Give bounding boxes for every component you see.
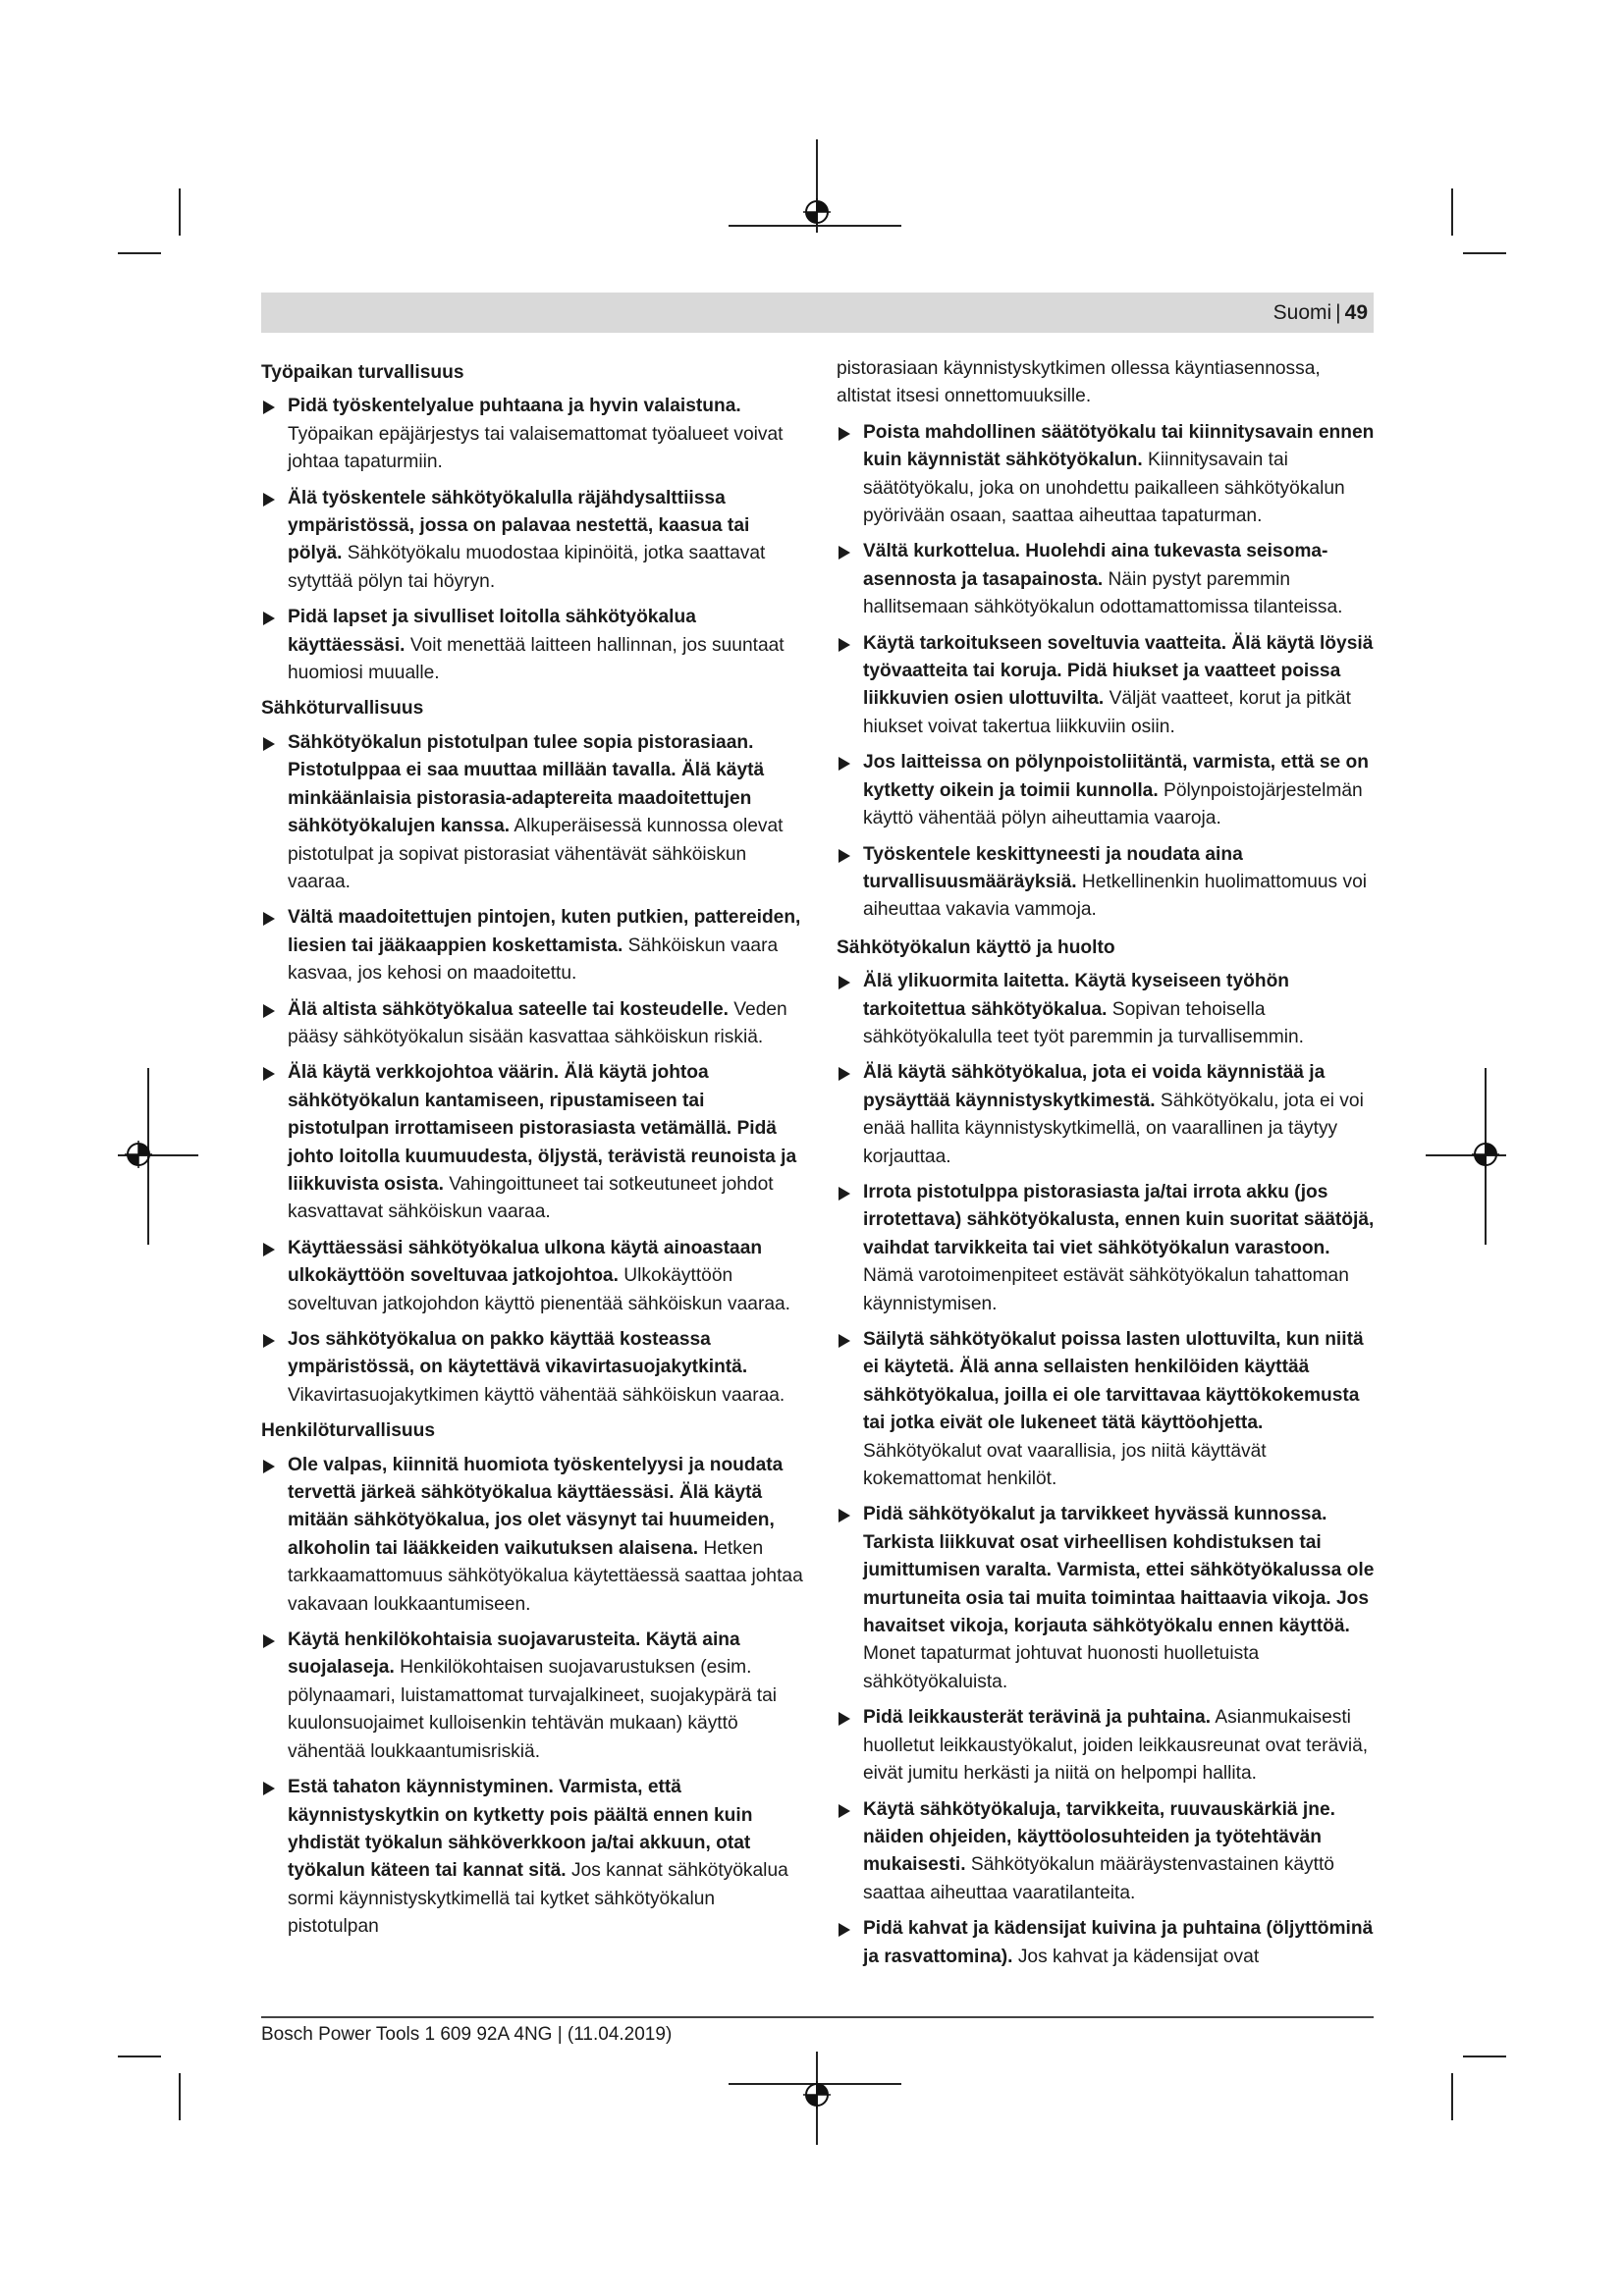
instruction-bold: Jos laitteissa on pölynpoistoliitäntä, varmista, että se on kytketty oikein ja toimii kunnolla. (863, 752, 1369, 801)
instruction-text: Alkuperäisessä kunnossa olevat pistotulpat ja sopivat pistorasiat vähentävät sähköiskun vaaraa. (288, 816, 784, 892)
bullet-triangle-icon (263, 1634, 275, 1648)
safety-item (837, 1796, 1379, 1908)
safety-item (837, 538, 1379, 621)
instruction-bold: Pidä kahvat ja kädensijat kuivina ja puhtaina (öljyttöminä ja rasvattomina). (863, 1918, 1374, 1967)
instruction-text: Jos kahvat ja kädensijat ovat (1012, 1946, 1260, 1967)
crop-mark (179, 188, 181, 236)
safety-item (261, 1774, 803, 1941)
instruction-text: Sähkötyökalut ovat vaarallisia, jos niitä käyttävät kokemattomat henkilöt. (863, 1440, 1267, 1490)
bullet-triangle-icon (263, 1334, 275, 1348)
safety-item (837, 419, 1379, 531)
instruction-text: Näin pystyt paremmin hallitsemaan sähkötyökalun odottamattomissa tilanteissa. (863, 568, 1343, 618)
instruction-bold: Vältä maadoitettujen pintojen, kuten putkien, pattereiden, liesien tai jääkaappien koskettamista. (288, 907, 801, 956)
bullet-triangle-icon (263, 612, 275, 625)
safety-item (261, 904, 803, 988)
safety-item (837, 749, 1379, 832)
bullet-triangle-icon (839, 976, 850, 989)
instruction-text: Väljät vaatteet, korut ja pitkät hiukset voivat takertua liikkuviin osiin. (863, 688, 1351, 737)
instruction-text: Voit menettää laitteen hallinnan, jos suuntaat huomiosi muualle. (288, 634, 785, 684)
safety-item (837, 1326, 1379, 1493)
bullet-triangle-icon (839, 1187, 850, 1201)
instruction-bold: Pidä sähkötyökalut ja tarvikkeet hyvässä kunnossa. Tarkista liikkuvat osat virheellisen kohdistuksen tai jumittumisen varalta. Varmista, ettei sähkötyökalussa ole murtuneita osia tai muita toimintaa haittaavia vikoja. Jos havaitset vikoja, korjauta sähkötyökalu ennen käyttöä. (863, 1504, 1375, 1637)
bullet-triangle-icon (839, 1804, 850, 1818)
crop-mark (118, 2056, 161, 2057)
safety-item (261, 393, 803, 476)
instruction-bold: Älä työskentele sähkötyökalulla räjähdysalttiissa ympäristössä, jossa on palavaa nestettä, kaasua tai pölyä. (288, 487, 750, 564)
page-header (261, 293, 1374, 333)
safety-item (837, 1059, 1379, 1171)
bullet-triangle-icon (263, 912, 275, 926)
header-label (1273, 293, 1374, 333)
crop-mark (1451, 188, 1453, 236)
instruction-text: Vahingoittuneet tai sotkeutuneet johdot kasvattavat sähköiskun vaaraa. (288, 1173, 774, 1223)
safety-item (261, 604, 803, 687)
instruction-bold: Älä ylikuormita laitetta. Käytä kyseiseen työhön tarkoitettua sähkötyökalua. (863, 971, 1290, 1020)
instruction-text: Sopivan tehoisella sähkötyökalulla teet työt paremmin ja turvallisemmin. (863, 998, 1304, 1047)
instruction-bold: Ole valpas, kiinnitä huomiota työskentelyysi ja noudata tervettä järkeä sähkötyökalua käyttäessäsi. Älä käytä mitään sähkötyökalua, jos olet väsynyt tai huumeiden, alkoholin tai lääkkeiden vaikutuksen alaisena. (288, 1454, 784, 1559)
instruction-text: Hetkellinenkin huolimattomuus voi aiheuttaa vakavia vammoja. (863, 871, 1368, 921)
bullet-triangle-icon (839, 427, 850, 441)
safety-item (261, 1235, 803, 1318)
instruction-text: Vikavirtasuojakytkimen käyttö vähentää sähköiskun vaaraa. (288, 1384, 785, 1406)
safety-item (261, 1452, 803, 1619)
section-title: Suomi (1272, 301, 1332, 324)
safety-item (837, 1179, 1379, 1318)
bullet-triangle-icon (839, 849, 850, 863)
bullet-triangle-icon (839, 1334, 850, 1348)
instruction-text: Hetken tarkkaamattomuus sähkötyökalua käytettäessä saattaa johtaa vakavaan loukkaantumiseen. (288, 1537, 803, 1615)
crop-mark (118, 252, 161, 254)
safety-item (261, 1326, 803, 1410)
safety-item (261, 1627, 803, 1766)
instruction-text: Monet tapaturmat johtuvat huonosti huolletuista sähkötyökaluista. (863, 1643, 1260, 1692)
instruction-text: Nämä varotoimenpiteet estävät sähkötyökalun tahattoman käynnistymisen. (863, 1265, 1349, 1314)
bullet-triangle-icon (263, 1460, 275, 1473)
instruction-bold: Pidä lapset ja sivulliset loitolla sähkötyökalua käyttäessäsi. (288, 607, 696, 656)
instruction-bold: Jos sähkötyökalua on pakko käyttää kosteassa ympäristössä, on käytettävä vikavirtasuojakytkintä. (288, 1329, 748, 1378)
safety-item (837, 1915, 1379, 1971)
instruction-text: Jos kannat sähkötyökalua sormi käynnistyskytkimellä tai kytket sähkötyökalun pistotulpan (288, 1860, 788, 1938)
instruction-bold: Säilytä sähkötyökalut poissa lasten ulottuvilta, kun niitä ei käytetä. Älä anna sellaisten henkilöiden käyttää sähkötyökalua, joilla ei ole tarvittavaa käyttökokemusta tai jotka eivät ole lukeneet tätä käyttöohjetta. (863, 1329, 1364, 1434)
instruction-text: Kiinnitysavain tai säätötyökalu, joka on unohdettu paikalleen sähkötyökalun pyörivään osaan, saattaa aiheuttaa tapaturman. (863, 450, 1345, 527)
continued-text: pistorasiaan käynnistyskytkimen ollessa käyntiasennossa, altistat itsesi onnettomuuksille. (837, 358, 1321, 407)
right-column (837, 355, 1379, 1979)
instruction-bold: Käytä sähkötyökaluja, tarvikkeita, ruuvauskärkiä jne. näiden ohjeiden, käyttöolosuhteiden ja työtehtävän mukaisesti. (863, 1798, 1335, 1876)
bullet-triangle-icon (263, 737, 275, 751)
footer-rule (261, 2016, 1374, 2018)
bullet-triangle-icon (839, 757, 850, 771)
crop-mark (179, 2073, 181, 2120)
safety-item (261, 996, 803, 1052)
safety-item (837, 1501, 1379, 1696)
crop-mark (1451, 2073, 1453, 2120)
safety-item (837, 968, 1379, 1051)
bullet-triangle-icon (839, 1712, 850, 1726)
instruction-text: Sähkötyökalu muodostaa kipinöitä, jotka saattavat sytyttää pölyn tai höyryn. (288, 543, 766, 592)
bullet-triangle-icon (263, 1067, 275, 1081)
bullet-triangle-icon (263, 1004, 275, 1018)
safety-item (261, 1059, 803, 1226)
instruction-bold: Käytä henkilökohtaisia suojavarusteita. Käytä aina suojalaseja. (288, 1629, 740, 1679)
safety-item (837, 630, 1379, 742)
instruction-text: Sähköiskun vaara kasvaa, jos kehosi on maadoitettu. (288, 934, 779, 985)
instruction-bold: Käytä tarkoitukseen soveltuvia vaatteita. Älä käytä löysiä työvaatteita tai koruja. Pidä hiukset ja vaatteet poissa liikkuvien osien ulottuvilta. (863, 632, 1374, 710)
registration-mark-icon (125, 1141, 152, 1168)
bullet-triangle-icon (263, 1243, 275, 1256)
instruction-text: Asianmukaisesti huolletut leikkaustyökalut, joiden leikkausreunat ovat teräviä, eivät jumitu herkästi ja niitä on helpompi hallita. (863, 1707, 1369, 1785)
safety-item (261, 729, 803, 896)
bullet-triangle-icon (839, 1067, 850, 1081)
bullet-triangle-icon (839, 1509, 850, 1522)
registration-mark-icon (803, 2081, 831, 2109)
instruction-bold: Sähkötyökalun pistotulpan tulee sopia pistorasiaan. Pistotulppaa ei saa muuttaa millään tavalla. Älä käytä minkäänlaisia pistorasia-adaptereita maadoitettujen sähkötyökalujen kanssa. (288, 731, 765, 837)
instruction-bold: Työskentele keskittyneesti ja noudata aina turvallisuusmääräyksiä. (863, 843, 1243, 892)
instruction-text: Veden pääsy sähkötyökalun sisään kasvattaa sähköiskun riskiä. (288, 998, 787, 1047)
header-separator: | (1335, 301, 1341, 324)
bullet-triangle-icon (263, 400, 275, 414)
registration-mark-icon (1472, 1141, 1499, 1168)
bullet-triangle-icon (839, 1923, 850, 1937)
crop-mark (1463, 252, 1506, 254)
left-column (261, 355, 803, 1949)
instruction-bold: Vältä kurkottelua. Huolehdi aina tukevasta seisoma-asennosta ja tasapainosta. (863, 541, 1328, 590)
safety-item (261, 485, 803, 597)
bullet-triangle-icon (839, 546, 850, 560)
bullet-triangle-icon (263, 493, 275, 507)
section-heading: Sähköturvallisuus (261, 698, 424, 720)
bullet-triangle-icon (263, 1782, 275, 1795)
page-number: 49 (1344, 301, 1368, 324)
instruction-bold: Käyttäessäsi sähkötyökalua ulkona käytä ainoastaan ulkokäyttöön soveltuvaa jatkojohtoa. (288, 1237, 763, 1287)
instruction-bold: Estä tahaton käynnistyminen. Varmista, että käynnistyskytkin on kytketty pois päältä ennen kuin yhdistät työkalun sähköverkkoon ja/tai akkuun, otat työkalun käteen tai kannat sitä. (288, 1777, 753, 1882)
instruction-bold: Pidä leikkausterät terävinä ja puhtaina. (863, 1707, 1212, 1729)
registration-mark-icon (803, 198, 831, 226)
bullet-triangle-icon (839, 638, 850, 652)
instruction-bold: Irrota pistotulppa pistorasiasta ja/tai irrota akku (jos irrotettava) sähkötyökalusta, ennen kuin suoritat säätöjä, vaihdat tarvikkeita tai viet sähkötyökalun varastoon. (863, 1181, 1375, 1258)
safety-item (837, 1704, 1379, 1788)
instruction-text: Henkilökohtaisen suojavarustuksen (esim. pölynaamari, luistamattomat turvajalkineet, suojakypärä tai kuulonsuojaimet kulloisenkin tehtävän mukaan) käyttö vähentää loukkaantumisriskiä. (288, 1657, 778, 1762)
section-heading: Henkilöturvallisuus (261, 1420, 435, 1442)
section-heading: Työpaikan turvallisuus (261, 362, 464, 383)
section-heading: Sähkötyökalun käyttö ja huolto (837, 936, 1115, 958)
instruction-bold: Älä altista sähkötyökalua sateelle tai kosteudelle. (288, 998, 729, 1020)
instruction-text: Sähkötyökalun määräystenvastainen käyttö saattaa aiheuttaa vaaratilanteita. (863, 1854, 1334, 1903)
instruction-text: Pölynpoistojärjestelmän käyttö vähentää pölyn aiheuttamia vaaroja. (863, 779, 1363, 829)
instruction-bold: Älä käytä sähkötyökalua, jota ei voida käynnistää ja pysäyttää käynnistyskytkimestä. (863, 1062, 1326, 1111)
instruction-bold: Pidä työskentelyalue puhtaana ja hyvin valaistuna. (288, 396, 741, 417)
instruction-bold: Poista mahdollinen säätötyökalu tai kiinnitysavain ennen kuin käynnistät sähkötyökalun. (863, 421, 1375, 471)
instruction-text: Työpaikan epäjärjestys tai valaisemattomat työalueet voivat johtaa tapaturmiin. (288, 423, 784, 473)
crop-mark (1463, 2056, 1506, 2057)
instruction-text: Sähkötyökalu, jota ei voi enää hallita käynnistyskytkimellä, on vaarallinen ja täytyy korjauttaa. (863, 1090, 1364, 1167)
footer-text: Bosch Power Tools 1 609 92A 4NG | (11.04.2019) (261, 2024, 673, 2045)
instruction-bold: Älä käytä verkkojohtoa väärin. Älä käytä johtoa sähkötyökalun kantamiseen, ripustamiseen tai pistotulpan irrottamiseen pistorasiasta vetämällä. Pidä johto loitolla kuumuudesta, öljystä, terävistä reunoista ja liikkuvista osista. (288, 1062, 797, 1195)
instruction-text: Ulkokäyttöön soveltuvan jatkojohdon käyttö pienentää sähköiskun vaaraa. (288, 1265, 791, 1314)
safety-item (837, 841, 1379, 925)
